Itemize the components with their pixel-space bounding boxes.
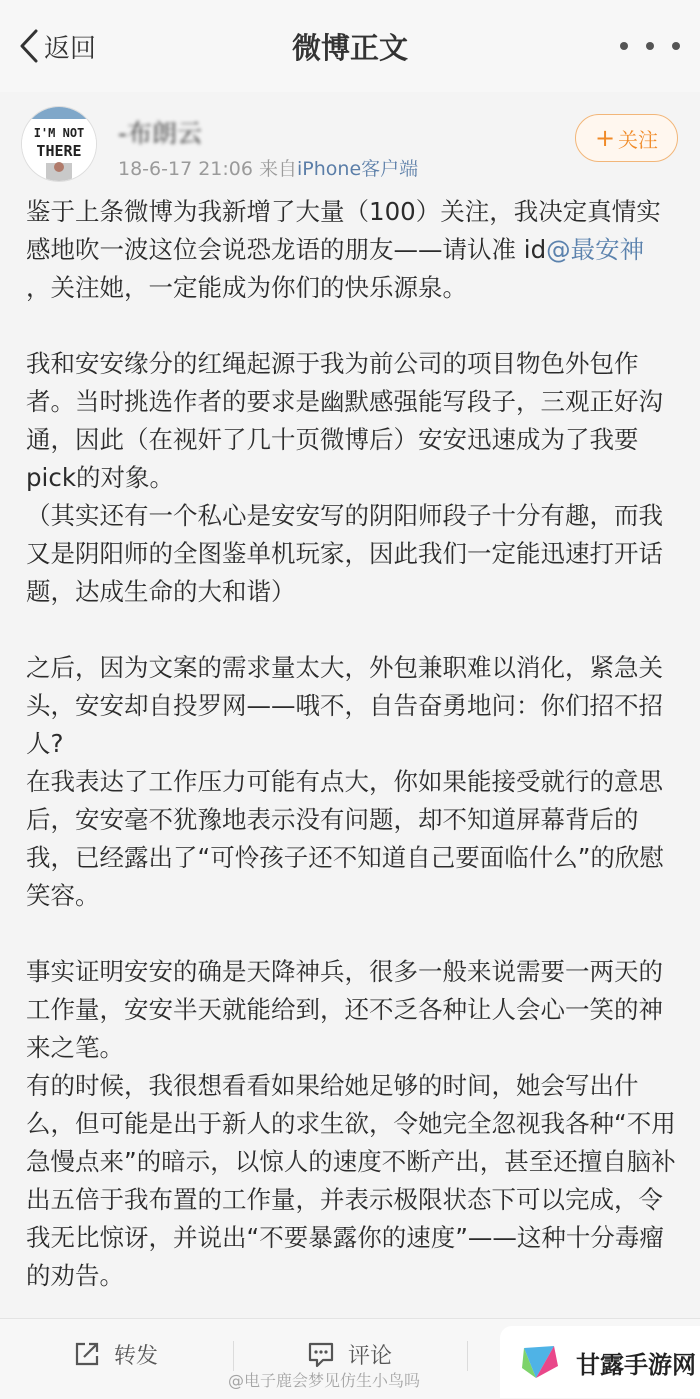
- post-paragraph: 我和安安缘分的红绳起源于我为前公司的项目物色外包作者。当时挑选作者的要求是幽默感强能写段子，三观正好沟通，因此（在视奸了几十页微博后）安安迅速成为了我要pick的对象。: [26, 349, 663, 492]
- repost-label: 转发: [114, 1343, 159, 1369]
- post-meta: [118, 154, 418, 181]
- plus-icon: +: [594, 124, 616, 152]
- post-paragraph: 在我表达了工作压力可能有点大，你如果能接受就行的意思后，安安毫不犹豫地表示没有问题，却不知道屏幕背后的我，已经露出了“可怜孩子还不知道自己要面临什么”的欣慰笑容。: [26, 767, 664, 910]
- site-badge: [500, 1326, 700, 1398]
- post-timestamp: 18-6-17 21:06: [118, 158, 253, 180]
- top-nav-bar: [0, 0, 700, 92]
- svg-text:I'M NOT: I'M NOT: [33, 126, 85, 140]
- follow-label: 关注: [618, 127, 659, 152]
- paragraph-text: 鉴于上条微博为我新增了大量（100）关注，我决定真情实感地吹一波这位会说恐龙语的朋友——请认准 id: [26, 197, 661, 264]
- share-icon: [72, 1339, 102, 1369]
- more-dot-icon: [620, 42, 628, 50]
- source-prefix: 来自: [259, 158, 298, 180]
- repost-button[interactable]: [72, 1319, 158, 1389]
- follow-button[interactable]: [575, 114, 678, 162]
- post-paragraph: （其实还有一个私心是安安写的阴阳师段子十分有趣，而我又是阴阳师的全图鉴单机玩家，因此我们一定能迅速打开话题，达成生命的大和谐）: [26, 501, 663, 606]
- svg-text:THERE: THERE: [36, 142, 82, 160]
- weibo-watermark: @电子鹿会梦见仿生小鸟吗: [228, 1371, 421, 1390]
- mention-link[interactable]: @最安神: [546, 235, 645, 264]
- avatar[interactable]: [22, 107, 96, 181]
- paragraph-text: ，关注她，一定能成为你们的快乐源泉。: [26, 273, 467, 302]
- page-title: 微博正文: [291, 31, 408, 65]
- paragraph-gap: [26, 915, 676, 953]
- post-body: [26, 193, 676, 1295]
- back-label: 返回: [44, 33, 97, 64]
- paragraph-gap: [26, 307, 676, 345]
- more-options-button[interactable]: [620, 34, 680, 58]
- comment-label: 评论: [348, 1343, 393, 1369]
- more-dot-icon: [672, 42, 680, 50]
- more-dot-icon: [646, 42, 654, 50]
- site-name: 甘露手游网: [576, 1350, 696, 1379]
- author-name[interactable]: -布朗云: [118, 119, 203, 148]
- post-paragraph: 之后，因为文案的需求量太大，外包兼职难以消化，紧急关头，安安却自投罗网——哦不，自告奋勇地问：你们招不招人?: [26, 653, 663, 758]
- avatar-image: [22, 107, 96, 181]
- post-source[interactable]: iPhone客户端: [297, 158, 419, 180]
- site-logo-icon: [514, 1336, 566, 1388]
- post-paragraph: 事实证明安安的确是天降神兵，很多一般来说需要一两天的工作量，安安半天就能给到，还不乏各种让人会心一笑的神来之笔。: [26, 957, 663, 1062]
- paragraph-gap: [26, 611, 676, 649]
- post-detail: [0, 92, 700, 1318]
- action-divider: [467, 1341, 468, 1371]
- comment-icon: [306, 1339, 336, 1369]
- post-paragraph: [26, 193, 676, 307]
- post-paragraph: 有的时候，我很想看看如果给她足够的时间，她会写出什么，但可能是出于新人的求生欲，令她完全忽视我各种“不用急慢点来”的暗示，以惊人的速度不断产出，甚至还擅自脑补出五倍于我布置的工作量，并表示极限状态下可以完成，令我无比惊讶，并说出“不要暴露你的速度”——这种十分毒瘤的劝告。: [26, 1071, 676, 1290]
- action-divider: [233, 1341, 234, 1371]
